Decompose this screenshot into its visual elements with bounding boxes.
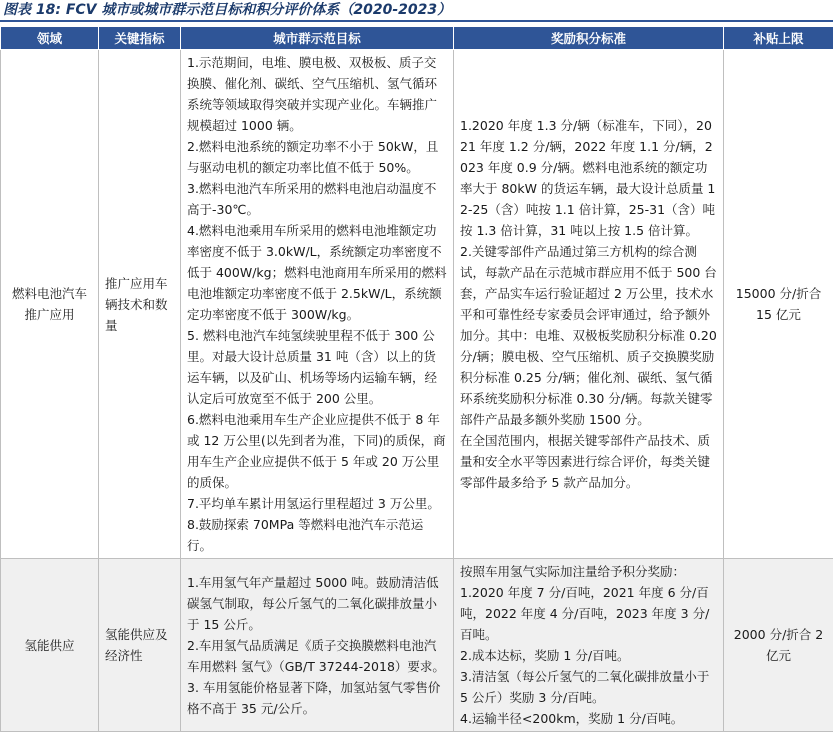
- target-item: 3.燃料电池汽车所采用的燃料电池启动温度不高于-30℃。: [187, 178, 447, 220]
- cell-targets: [181, 50, 454, 559]
- standard-item: 3.清洁氢（每公斤氢气的二氧化碳排放量小于 5 公斤）奖励 3 分/百吨。: [460, 666, 717, 708]
- cell-domain: 氢能供应: [1, 559, 99, 732]
- target-item: 7.平均单车累计用氢运行里程超过 3 万公里。: [187, 493, 447, 514]
- figure-caption: 图表 18: FCV 城市或城市群示范目标和积分评价体系（2020-2023）: [0, 0, 833, 22]
- header-standards: 奖励积分标准: [454, 27, 724, 50]
- target-item: 3. 车用氢能价格显著下降，加氢站氢气零售价格不高于 35 元/公斤。: [187, 677, 447, 719]
- fcv-scoring-table: [0, 26, 833, 732]
- table-row: [1, 559, 833, 732]
- header-indicator: 关键指标: [99, 27, 181, 50]
- target-item: 1.示范期间，电堆、膜电极、双极板、质子交换膜、催化剂、碳纸、空气压缩机、氢气循环系统等领域取得突破并实现产业化。车辆推广规模超过 1000 辆。: [187, 52, 447, 136]
- cell-cap: 15000 分/折合 15 亿元: [724, 50, 833, 559]
- cell-cap: 2000 分/折合 2 亿元: [724, 559, 833, 732]
- cell-standards: [454, 559, 724, 732]
- cell-indicator: 推广应用车辆技术和数量: [99, 50, 181, 559]
- standard-item: 按照车用氢气实际加注量给予积分奖励：: [460, 561, 717, 582]
- target-item: 5. 燃料电池汽车纯氢续驶里程不低于 300 公里。对最大设计总质量 31 吨（含）以上的货运车辆，以及矿山、机场等场内运输车辆，经认定后可放宽至不低于 200 公里。: [187, 325, 447, 409]
- header-domain: 领域: [1, 27, 99, 50]
- cell-targets: [181, 559, 454, 732]
- standard-item: 2.成本达标，奖励 1 分/百吨。: [460, 645, 717, 666]
- standard-item: 1.2020 年度 7 分/百吨，2021 年度 6 分/百吨，2022 年度 4 分/百吨，2023 年度 3 分/百吨。: [460, 582, 717, 645]
- standard-item: 2.关键零部件产品通过第三方机构的综合测试，每款产品在示范城市群应用不低于 500 台套，产品实车运行验证超过 2 万公里，技术水平和可靠性经专家委员会评审通过，给予额外加分。其中：电堆、双极板奖励积分标准 0.20 分/辆；膜电极、空气压缩机、质子交换膜奖励积分标准 0.25 分/辆；催化剂、碳纸、氢气循环系统奖励积分标准 0.30 分/辆。每款关键零部件产品最多额外奖励 1500 分。: [460, 241, 717, 430]
- standard-item: 1.2020 年度 1.3 分/辆（标准车，下同），2021 年度 1.2 分/辆，2022 年度 1.1 分/辆，2023 年度 0.9 分/辆。燃料电池系统的额定功率大于 80kW 的货运车辆，最大设计总质量 12-25（含）吨按 1.1 倍计算，25-31（含）吨按 1.3 倍计算，31 吨以上按 1.5 倍计算。: [460, 115, 717, 241]
- table-header-row: [1, 27, 833, 50]
- cell-domain: 燃料电池汽车推广应用: [1, 50, 99, 559]
- table-row: [1, 50, 833, 559]
- cell-indicator: 氢能供应及经济性: [99, 559, 181, 732]
- target-item: 8.鼓励探索 70MPa 等燃料电池汽车示范运行。: [187, 514, 447, 556]
- target-item: 6.燃料电池乘用车生产企业应提供不低于 8 年或 12 万公里(以先到者为准，下同)的质保，商用车生产企业应提供不低于 5 年或 20 万公里的质保。: [187, 409, 447, 493]
- target-item: 2.燃料电池系统的额定功率不小于 50kW，且与驱动电机的额定功率比值不低于 50%。: [187, 136, 447, 178]
- cell-standards: [454, 50, 724, 559]
- target-item: 4.燃料电池乘用车所采用的燃料电池堆额定功率密度不低于 3.0kW/L，系统额定功率密度不低于 400W/kg；燃料电池商用车所采用的燃料电池堆额定功率密度不低于 2.5kW/L，系统额定功率密度不低于 300W/kg。: [187, 220, 447, 325]
- standard-item: 4.运输半径<200km，奖励 1 分/百吨。: [460, 708, 717, 729]
- target-item: 2.车用氢气品质满足《质子交换膜燃料电池汽车用燃料 氢气》（GB/T 37244-2018）要求。: [187, 635, 447, 677]
- header-targets: 城市群示范目标: [181, 27, 454, 50]
- target-item: 1.车用氢气年产量超过 5000 吨。鼓励清洁低碳氢气制取，每公斤氢气的二氧化碳排放量小于 15 公斤。: [187, 572, 447, 635]
- standard-item: 在全国范围内，根据关键零部件产品技术、质量和安全水平等因素进行综合评价，每类关键零部件最多给予 5 款产品加分。: [460, 430, 717, 493]
- header-cap: 补贴上限: [724, 27, 833, 50]
